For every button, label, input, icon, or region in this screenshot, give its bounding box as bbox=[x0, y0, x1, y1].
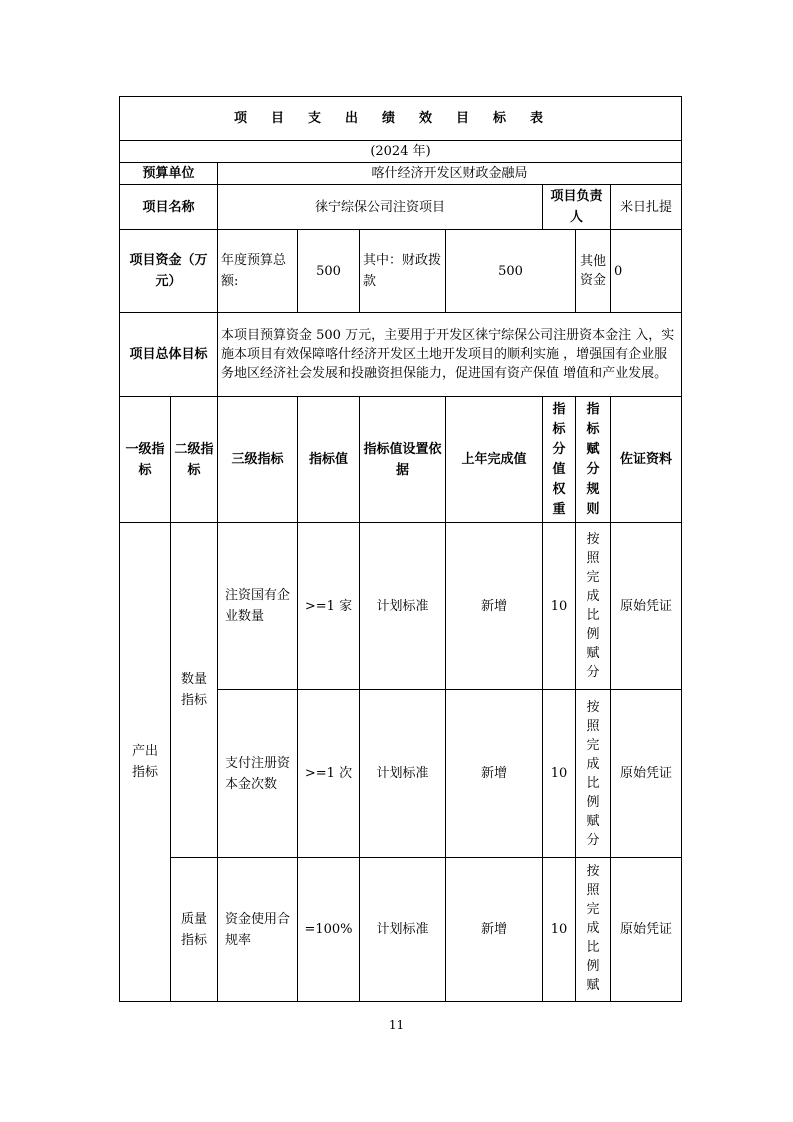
level1-cell: 产出指标 bbox=[120, 523, 171, 1002]
last-year-cell: 新增 bbox=[446, 858, 543, 1002]
header-evidence: 佐证资料 bbox=[611, 397, 682, 523]
project-funds-label: 项目资金（万元） bbox=[120, 230, 218, 313]
level2-cell: 数量指标 bbox=[171, 523, 218, 858]
page-number: 11 bbox=[388, 1018, 405, 1032]
project-name-value: 徕宁综保公司注资项目 bbox=[218, 185, 543, 230]
overall-goal-text: 本项目预算资金 500 万元，主要用于开发区徕宁综保公司注册资本金注 入，实施本项目有效保障喀什经济开发区土地开发项目的顺利实施 ，增强国有企业服 务地区经济社会发展和投融资担保能力，促进国有资产保值 增值和产业发展。 bbox=[218, 313, 682, 397]
rule-cell: 按照完成比例赋分 bbox=[576, 690, 611, 858]
level3-cell: 注资国有企业数量 bbox=[218, 523, 298, 690]
header-indicator-value: 指标值 bbox=[298, 397, 360, 523]
evidence-cell: 原始凭证 bbox=[611, 523, 682, 690]
other-funds-value: 0 bbox=[611, 230, 682, 313]
basis-cell: 计划标准 bbox=[360, 690, 446, 858]
year-label: (2024 年) bbox=[120, 141, 682, 163]
level3-cell: 资金使用合规率 bbox=[218, 858, 298, 1002]
other-funds-label: 其他资金 bbox=[576, 230, 611, 313]
fiscal-allocation-value: 500 bbox=[446, 230, 576, 313]
indicator-value-cell: >=1 次 bbox=[298, 690, 360, 858]
project-leader-label: 项目负责人 bbox=[543, 185, 611, 230]
annual-budget-total-value: 500 bbox=[298, 230, 360, 313]
weight-cell: 10 bbox=[543, 858, 576, 1002]
indicator-value-cell: =100% bbox=[298, 858, 360, 1002]
budget-unit-value: 喀什经济开发区财政金融局 bbox=[218, 163, 682, 185]
performance-target-table bbox=[119, 96, 682, 1002]
header-rule: 指标赋分规则 bbox=[576, 397, 611, 523]
header-basis: 指标值设置依据 bbox=[360, 397, 446, 523]
project-leader-value: 米日扎提 bbox=[611, 185, 682, 230]
last-year-cell: 新增 bbox=[446, 690, 543, 858]
indicator-value-cell: >=1 家 bbox=[298, 523, 360, 690]
rule-cell: 按照完成比例赋 bbox=[576, 858, 611, 1002]
weight-cell: 10 bbox=[543, 523, 576, 690]
header-level2: 二级指标 bbox=[171, 397, 218, 523]
project-name-label: 项目名称 bbox=[120, 185, 218, 230]
fiscal-allocation-label: 其中：财政拨款 bbox=[360, 230, 446, 313]
header-level3: 三级指标 bbox=[218, 397, 298, 523]
header-level1: 一级指标 bbox=[120, 397, 171, 523]
table-row bbox=[120, 523, 682, 690]
header-last-year: 上年完成值 bbox=[446, 397, 543, 523]
annual-budget-total-label: 年度预算总额: bbox=[218, 230, 298, 313]
last-year-cell: 新增 bbox=[446, 523, 543, 690]
table-row bbox=[120, 858, 682, 1002]
evidence-cell: 原始凭证 bbox=[611, 858, 682, 1002]
level3-cell: 支付注册资本金次数 bbox=[218, 690, 298, 858]
overall-goal-label: 项目总体目标 bbox=[120, 313, 218, 397]
rule-cell: 按照完成比例赋分 bbox=[576, 523, 611, 690]
basis-cell: 计划标准 bbox=[360, 858, 446, 1002]
budget-unit-label: 预算单位 bbox=[120, 163, 218, 185]
evidence-cell: 原始凭证 bbox=[611, 690, 682, 858]
header-weight: 指标分值权重 bbox=[543, 397, 576, 523]
table-title: 项目支出绩效目标表 bbox=[120, 97, 682, 141]
level2-cell: 质量指标 bbox=[171, 858, 218, 1002]
basis-cell: 计划标准 bbox=[360, 523, 446, 690]
weight-cell: 10 bbox=[543, 690, 576, 858]
